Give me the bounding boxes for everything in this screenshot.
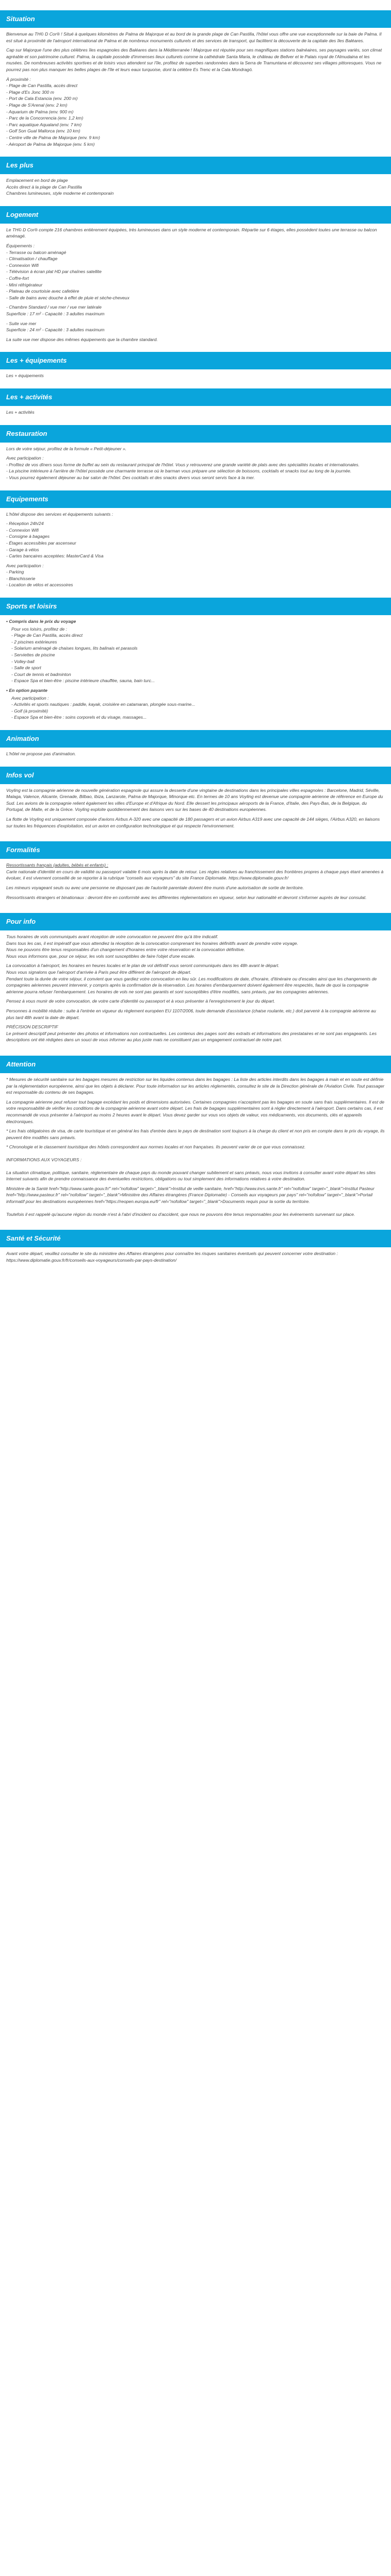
attention-p4: * Chronologie et le classement touristique des hôtels correspondent aux normes locales et non françaises. Ils peuvent varier de ce que vous connaissez. [6, 1144, 306, 1150]
sports-included-item: - Solarium aménagé de chaises longues, lits balinais et parasols [11, 646, 138, 651]
situation-item: - Parc aquatique Aqualand (env. 7 km) [6, 122, 82, 127]
equipements-item: - Garage à vélos [6, 547, 39, 552]
restauration-body [0, 443, 391, 483]
section-header-attention: Attention [0, 1056, 391, 1073]
logement-item: - Coffre-fort [6, 276, 29, 281]
situation-item: - Plage d'Es Jonc 300 m [6, 89, 54, 95]
les-plus-body [0, 174, 391, 199]
logement-note: La suite vue mer dispose des mêmes équipements que la chambre standard. [6, 336, 158, 342]
room-type: - Chambre Standard / vue mer / vue mer latérale [6, 304, 102, 310]
plus-activites-body [0, 406, 391, 418]
attention-p1: * Mesures de sécurité sanitaire sur les bagages mesures de restriction sur les liquides contenus dans les bagages : La liste des articles interdits dans les bagages à main et en soute est définie par la réglementation européenne, ainsi que les objets à déclarer. Pour toute information sur les articles réglementés, consultez le site de la Direction générale de l'Aviation Civile. Tout passager est responsable du contenu de ses bagages. [6, 1077, 385, 1095]
animation-body [0, 748, 391, 759]
logement-item: - Climatisation / chauffage [6, 256, 58, 262]
restauration-lead: Avec participation : [6, 455, 44, 461]
logement-item: - Connexion Wifi [6, 262, 39, 268]
les-plus-item: Chambres lumineuses, style moderne et contemporain [6, 191, 114, 196]
formalites-p3: Les mineurs voyageant seuls ou avec une personne ne disposant pas de l'autorité parentale doivent être munis d'une autorisation de sortie de territoire. [6, 885, 304, 890]
equipements-item: - Connexion Wifi [6, 527, 39, 533]
formalites-p1: Ressortissants français (adultes, bébés et enfants) : [6, 862, 108, 868]
restauration-intro: Lors de votre séjour, profitez de la formule « Petit-déjeuner ». [6, 446, 127, 451]
section-header-sante: Santé et Sécurité [0, 1230, 391, 1247]
pour-info-p1: Tous horaires de vols communiqués avant réception de votre convocation ne peuvent être qu'à titre indicatif. [6, 934, 219, 940]
equipements-item: - Consigne à bagages [6, 534, 50, 539]
animation-text: L'hôtel ne propose pas d'animation. [6, 751, 76, 756]
sports-paid-item: - Espace Spa et bien-être : soins corporels et du visage, massages... [11, 715, 147, 720]
sports-paid-item: - Golf (à proximité) [11, 708, 48, 714]
pour-info-p11: Le présent descriptif peut présenter des photos et informations non contractuelles. Les contenus des pages sont des extraits et informations des prestataires et ne sont pas engageants. Les descriptions ont été rédigées dans un souci de vous informer au plus juste mais ne constituent pas un engagement contractuel de notre part. [6, 1030, 377, 1043]
les-plus-item: Accès direct à la plage de Can Pastilla [6, 184, 82, 190]
pour-info-p8: Pensez à vous munir de votre convocation, de votre carte d'identité ou passeport et à vous présenter à l'enregistrement le jour du départ. [6, 998, 275, 1004]
situation-item: - Centre ville de Palma de Majorque (env. 9 km) [6, 134, 100, 140]
section-header-sports: Sports et loisirs [0, 598, 391, 615]
sports-included-item: - Volley-ball [11, 658, 35, 664]
equipements-body [0, 508, 391, 591]
restauration-item: - Profitez de vos dîners sous forme de buffet au sein du restaurant principal de l'hôtel. Vous y retrouverez une grande variété de plats avec des spécialités locales et internationales. [6, 462, 360, 467]
section-header-equipements: Equipements [0, 490, 391, 508]
section-header-animation: Animation [0, 730, 391, 748]
attention-p2: La compagnie aérienne peut refuser tout bagage excédant les poids et dimensions autorisées. Certaines compagnies n'acceptent pas les bagages en soute sans frais supplémentaires. Il est de votre responsabilité de vérifier les conditions de la compagnie aérienne avant votre départ. Les frais de bagages supplémentaires sont à régler directement à l'aéroport. Dans certains cas, il est recommandé de vous présenter à l'aéroport au moins 2 heures avant le départ. Vous devez garder sur vous vos objets de valeur, vos médicaments, vos documents, clés et appareils électroniques. [6, 1099, 385, 1124]
logement-item: - Salle de bains avec douche à effet de pluie et sèche-cheveux [6, 295, 129, 300]
logement-item: - Plateau de courtoisie avec cafetière [6, 289, 79, 294]
logement-item: - Terrasse ou balcon aménagé [6, 249, 67, 255]
pour-info-p10: PRÉCISION DESCRIPTIF [6, 1024, 58, 1030]
infos-vol-body [0, 784, 391, 835]
pour-info-p2: Dans tous les cas, il est impératif que vous attendiez la réception de la convocation comprenant les horaires définitifs avant de prendre votre voyage. [6, 940, 299, 946]
section-header-les-plus: Les plus [0, 157, 391, 174]
situation-item: - Parc de la Concorrencia (env. 1,2 km) [6, 115, 84, 121]
restauration-item: - La piscine intérieure à l'arrière de l'hôtel possède une charmante terrasse où le barman vous prépare une sélection de boissons, cocktails et snacks tout au long de la journée. [6, 468, 352, 474]
logement-intro: Le TH© D Cor® compte 216 chambres entièrement équipées, très lumineuses dans un style moderne et contemporain. Répartie sur 6 étages, elles possèdent toutes une terrasse ou balcon aménagé. [6, 227, 377, 239]
attention-p5: INFORMATIONS AUX VOYAGEURS : [6, 1157, 82, 1162]
infos-vol-p1: Voyling est la compagnie aérienne de nouvelle génération espagnole qui assure la desserte d'une vingtaine de destinations dans les principales villes espagnoles : Barcelone, Madrid, Séville, Malaga, Valence, Alicante, Grenade, Bilbao, Ibiza, Lanzarote, Palma de Majorque, Minorque etc. En termes de 10 ans Voyling est devenue une compagnie aérienne de référence en Europe du Sud. Les avions de la compagnie relient également les villes d'Europe et d'Afrique du Nord. Elle dessert les principaux aéroports de la France, d'Italie, des Pays-Bas, de la Belgique, du Portugal, de Malte, et de la Grèce. Voyling exploite quotidiennement des liaisons vers sur les bases de 40 destinations européennes. [6, 787, 383, 812]
equipements-item: - Étages accessibles par ascenseur [6, 540, 76, 546]
attention-p3: * Les frais obligatoires de visa, de carte touristique et en général les frais d'entrée dans le pays de destination sont toujours à la charge du client et non pris en compte dans le prix du voyage, ils peuvent être modifiés sans préavis. [6, 1128, 385, 1140]
equipements-paid-item: - Parking [6, 569, 24, 575]
situation-lead: À proximité : [6, 76, 31, 82]
formalites-p2: Carte nationale d'identité en cours de validité ou passeport valable 6 mois après la date de retour. Les règles relatives au franchissement des frontières propres à chaque pays étant amenées à évoluer, il est vivement conseillé de se reporter à la rubrique "conseils aux voyageurs" du site France Diplomatie. https://www.diplomatie.gouv.fr/ [6, 869, 384, 881]
section-header-plus-activites: Les + activités [0, 388, 391, 406]
pour-info-p5: La convocation à l'aéroport, les horaires en heures locales et le plan de vol définitif vous seront communiqués dans les 48h avant le départ. [6, 963, 280, 969]
sports-included-lead: Pour vos loisirs, profitez de : [11, 626, 67, 632]
logement-item: - Mini réfrigérateur [6, 282, 43, 287]
logement-item: - Télévision à écran plat HD par chaînes satellite [6, 269, 102, 275]
logement-body [0, 224, 391, 345]
plus-activites-text: Les + activités [6, 409, 35, 415]
room-type: - Suite vue mer [6, 320, 37, 326]
sports-included-item: - Serviettes de piscine [11, 652, 55, 658]
situation-majorque: Cap sur Majorque l'une des plus célèbres îles espagnoles des Baléares dans la Méditerranée ! Majorque est réputée pour ses magnifiques stations balnéaires, ses paysages variés, son climat agréable et son patrimoine culturel. Palma, la capitale possède d'immenses lieux culturels comme la cathédrale Santa Maria, le château de Bellver et le Palais royal de l'Almudaina et les musées. De nombreuses activités sportives et de loisirs vous attendent sur l'île, profitez de superbes randonnées dans la Serra de Tramuntana et découvrez ses villages pittoresques. Vous ne pourrez pas non plus manquer les belles plages de l'île et leurs eaux turquoise, dont la célèbre Es Trenc et la Cala Mondragó. [6, 47, 382, 72]
sports-included-title: • Compris dans le prix du voyage [6, 618, 385, 625]
attention-body [0, 1073, 391, 1223]
restauration-item: - Vous pourrez également déjeuner au bar salon de l'hôtel. Des cocktails et des snacks divers vous seront servis face à la mer. [6, 474, 255, 480]
les-plus-item: Emplacement en bord de plage [6, 178, 68, 183]
sports-included-item: - Espace Spa et bien-être : piscine intérieure chauffée, sauna, bain turc... [11, 678, 155, 684]
sports-paid-title: • En option payante [6, 687, 385, 694]
sports-paid-item: - Activités et sports nautiques : paddle, kayak, croisière en catamaran, plongée sous-marine... [11, 702, 196, 707]
section-header-plus-equipements: Les + équipements [0, 352, 391, 369]
plus-equipements-body [0, 369, 391, 381]
room-size: Superficie : 17 m² - Capacité : 3 adultes maximum [6, 311, 105, 316]
equipements-item: - Cartes bancaires acceptées: MasterCard & Visa [6, 553, 104, 559]
situation-item: - Plage de Can Pastilla, accès direct [6, 83, 78, 89]
formalites-body [0, 859, 391, 906]
room-size: Superficie : 24 m² - Capacité : 3 adultes maximum [6, 327, 105, 333]
sante-body [0, 1247, 391, 1268]
equipements-item: - Réception 24h/24 [6, 521, 44, 527]
section-header-restauration: Restauration [0, 425, 391, 443]
attention-p6: La situation climatique, politique, sanitaire, réglementaire de chaque pays du monde pouvant changer subitement et sans préavis, nous vous invitons à consulter avant votre départ les sites Internet suivants afin de prendre connaissance des éventuelles restrictions, obligations ou tout simplement des informations relatives à votre destination. [6, 1170, 376, 1182]
sports-included-item: - 2 piscines extérieures [11, 639, 57, 645]
attention-p7: Ministère de la Santé href="http://www.sante.gouv.fr/" rel="nofollow" target="_blank">Institut de veille sanitaire, href="http://www.invs.sante.fr" rel="nofollow" target="_blank">Institut Pasteur href="http://www.pasteur.fr" rel="nofollow" target="_blank">Ministère des Affaires étrangères (France Diplomatie) - Conseils aux voyageurs par pays" rel="nofollow" target="_blank">Portail informatif pour les destinations européennes href="https://reopen.europa.eu/fr" rel="nofollow" target="_blank">Documents requis pour la sortie du territoire. [6, 1185, 374, 1204]
situation-item: - Aéroport de Palma de Majorque (env. 5 km) [6, 141, 95, 147]
situation-item: - Port de Cala Estancia (env. 200 m) [6, 96, 78, 101]
sports-included-item: - Salle de sport [11, 665, 41, 671]
pour-info-p7: Pendant toute la durée de votre séjour, il convient que vous gardiez votre convocation en lieu sûr. Les modifications de date, d'horaire, d'itinéraire ou d'escales ainsi que les changements de compagnies aériennes peuvent intervenir, y compris après la confirmation de la réservation. Les horaires d'embarquement doivent également être respectés, faute de quoi la compagnie aérienne pourra refuser l'embarquement. Les horaires de vols ne sont pas garantis et sont susceptibles d'être modifiés, sans préavis, par les compagnies aériennes. [6, 976, 377, 994]
formalites-p4: Ressortissants étrangers et binationaux : devront être en conformité avec les différentes réglementations en vigueur, selon leur nationalité et devront s'informer auprès de leur consulat. [6, 894, 367, 900]
pour-info-p4: Nous vous informons que, pour ce séjour, les vols sont susceptibles de faire l'objet d'une escale. [6, 953, 196, 959]
section-header-pour-info: Pour info [0, 913, 391, 930]
situation-body [0, 28, 391, 149]
situation-item: - Golf Son Gual Mallorca (env. 10 km) [6, 128, 80, 134]
sports-body [0, 615, 391, 723]
attention-p8: Toutefois il est rappelé qu'aucune région du monde n'est à l'abri d'incident ou d'accident, que nous ne pouvons être tenus responsables pour les événements survenant sur place. [6, 1211, 355, 1217]
pour-info-p6: Nous vous signalons que l'aéroport d'arrivée à Paris peut être différent de l'aéroport de départ. [6, 970, 191, 975]
situation-intro: Bienvenue au TH© D Cor® ! Situé à quelques kilomètres de Palma de Majorque et au bord de la grande plage de Can Pastilla, l'hôtel vous offre une vue exceptionnelle sur la baie de Palma. Il est situé à proximité de l'aéroport international de Palma et de nombreux monuments culturels et des services de transport, qui facilitent la découverte de la capitale des îles Baléares. [6, 31, 382, 43]
section-header-formalites: Formalités [0, 841, 391, 859]
section-header-logement: Logement [0, 206, 391, 224]
equipements-paid-item: - Location de vélos et accessoires [6, 582, 73, 588]
plus-equipements-text: Les + équipements [6, 373, 44, 379]
sports-paid-lead: Avec participation : [11, 695, 49, 701]
pour-info-p3: Nous ne pouvons être tenus responsables d'un changement d'horaires entre votre réservation et la convocation définitive. [6, 947, 245, 953]
section-header-situation: Situation [0, 10, 391, 28]
pour-info-body [0, 930, 391, 1048]
sports-included-item: - Plage de Can Pastilla, accès direct [11, 633, 83, 638]
situation-item: - Aquarium de Palma (env. 900 m) [6, 109, 74, 114]
infos-vol-p2: La flotte de Voyling est uniquement composée d'avions Airbus A-320 avec une capacité de 180 passagers et un avion Airbus A319 avec une capacité de 144 sièges, l'Airbus A320, en liaisons sur toutes les fréquences d'exploitation, est un avion en configuration technologique et qui respecte l'environnement. [6, 816, 380, 828]
pour-info-p9: Personnes à mobilité réduite : suite à l'entrée en vigueur du règlement européen EU 1107/2006, toute demande d'assistance (chaise roulante, etc.) doit parvenir à la compagnie aérienne au plus tard 48h avant la date de départ. [6, 1008, 376, 1020]
sports-included-item: - Court de tennis et badminton [11, 671, 71, 677]
equipements-intro: L'hôtel dispose des services et équipements suivants : [6, 511, 113, 517]
situation-item: - Plage de S'Arenal (env. 2 km) [6, 102, 68, 108]
section-header-infos-vol: Infos vol [0, 767, 391, 784]
equipements-lead: Avec participation : [6, 563, 44, 568]
sante-p1: Avant votre départ, veuillez consulter le site du ministère des Affaires étrangères pour connaître les risques sanitaires éventuels qui peuvent concerner votre destination : https://www.diplomatie.gouv.fr/fr/conseils-aux-voyageurs/conseils-par-pays-destination/ [6, 1251, 338, 1263]
logement-lead: Équipements : [6, 243, 35, 249]
equipements-paid-item: - Blanchisserie [6, 575, 36, 581]
